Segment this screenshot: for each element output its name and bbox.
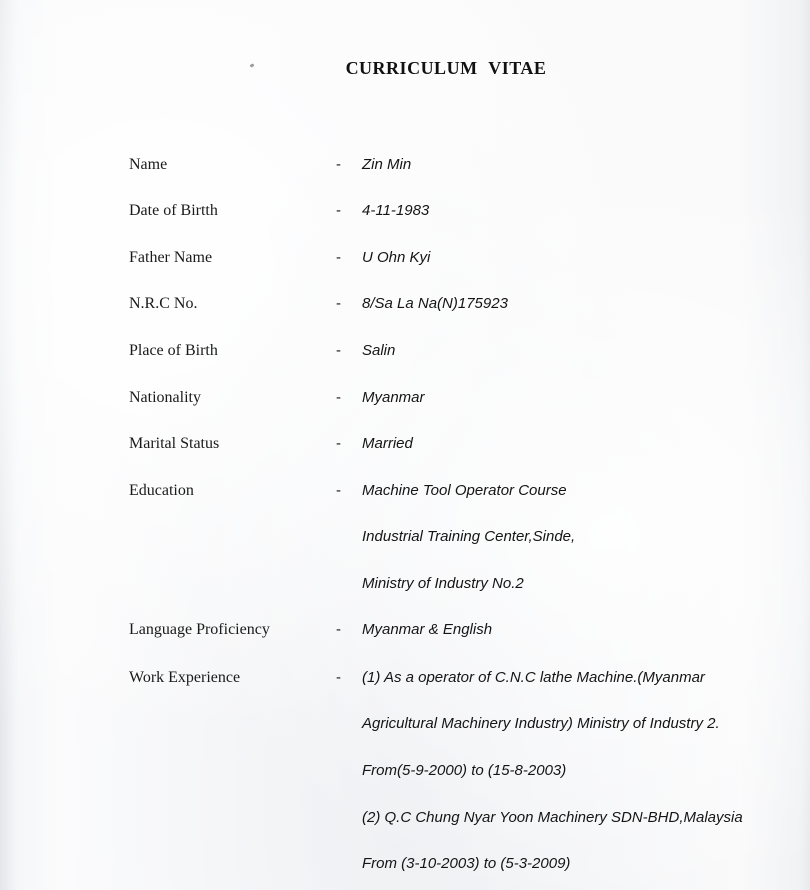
field-row-education-cont xyxy=(0,528,810,552)
field-label-dob: Date of Birtth xyxy=(129,202,218,219)
field-row-education-cont xyxy=(0,575,810,599)
field-row-education xyxy=(0,482,810,506)
field-label-name: Name xyxy=(129,156,168,173)
field-value-father: U Ohn Kyi xyxy=(362,249,431,266)
field-row-work xyxy=(0,669,810,693)
document-title: CURRICULUM VITAE xyxy=(345,58,547,78)
field-label-language: Language Proficiency xyxy=(129,621,270,638)
field-value-education-line: Ministry of Industry No.2 xyxy=(362,575,524,592)
field-value-pob: Salin xyxy=(362,342,396,359)
field-row-nationality xyxy=(0,389,810,413)
field-value-work-line: From(5-9-2000) to (15-8-2003) xyxy=(362,762,567,779)
field-value-work-line: Agricultural Machinery Industry) Ministry of Industry 2. xyxy=(362,715,720,732)
field-separator: - xyxy=(336,482,341,499)
field-separator: - xyxy=(336,669,341,686)
field-separator: - xyxy=(336,202,341,219)
field-row-work-cont xyxy=(0,809,810,833)
field-label-nationality: Nationality xyxy=(129,389,201,406)
field-separator: - xyxy=(336,435,341,452)
field-value-education-line: Machine Tool Operator Course xyxy=(362,482,567,499)
field-separator: - xyxy=(336,156,341,173)
field-row-work-cont xyxy=(0,762,810,786)
field-row-work-cont xyxy=(0,715,810,739)
field-row-pob xyxy=(0,342,810,366)
field-label-nrc: N.R.C No. xyxy=(129,295,198,312)
field-value-name: Zin Min xyxy=(362,156,412,173)
field-value-education-line: Industrial Training Center,Sinde, xyxy=(362,528,576,545)
field-label-pob: Place of Birth xyxy=(129,342,218,359)
field-label-marital: Marital Status xyxy=(129,435,220,452)
field-label-father: Father Name xyxy=(129,249,213,266)
field-row-nrc xyxy=(0,295,810,319)
field-value-language: Myanmar & English xyxy=(362,621,493,638)
field-value-nrc: 8/Sa La Na(N)175923 xyxy=(362,295,508,312)
field-label-education: Education xyxy=(129,482,194,499)
field-row-name xyxy=(0,156,810,180)
field-row-work-cont xyxy=(0,855,810,879)
field-value-work-line: (2) Q.C Chung Nyar Yoon Machinery SDN-BHD,Malaysia xyxy=(362,809,743,826)
field-value-nationality: Myanmar xyxy=(362,389,425,406)
field-value-work-line: (1) As a operator of C.N.C lathe Machine.(Myanmar xyxy=(362,669,705,686)
field-value-marital: Married xyxy=(362,435,413,452)
field-separator: - xyxy=(336,389,341,406)
field-row-dob xyxy=(0,202,810,226)
field-row-language xyxy=(0,621,810,645)
field-row-father xyxy=(0,249,810,273)
field-separator: - xyxy=(336,621,341,638)
field-separator: - xyxy=(336,295,341,312)
field-value-dob: 4-11-1983 xyxy=(362,202,430,219)
field-value-work-line: From (3-10-2003) to (5-3-2009) xyxy=(362,855,571,872)
field-label-work: Work Experience xyxy=(129,669,241,686)
field-separator: - xyxy=(336,249,341,266)
field-separator: - xyxy=(336,342,341,359)
field-row-marital xyxy=(0,435,810,459)
